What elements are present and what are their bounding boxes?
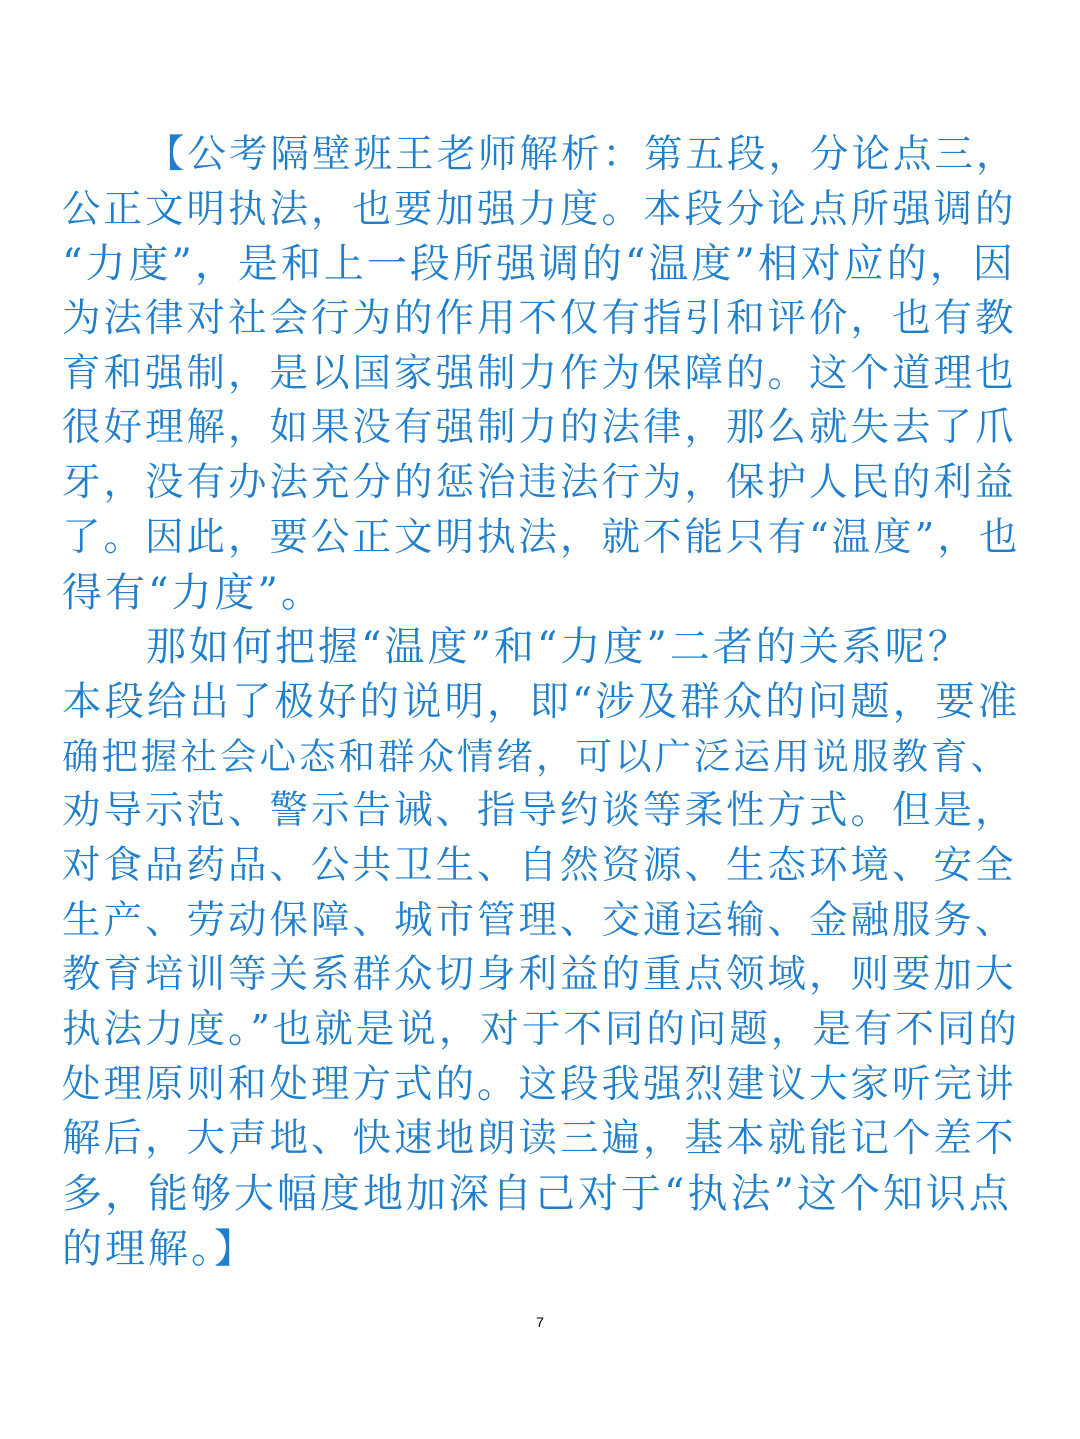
text-line: 得有“力度”。	[62, 569, 324, 616]
text-line: 解后，大声地、快速地朗读三遍，基本就能记个差不	[62, 1116, 1017, 1162]
text-line: 生产、劳动保障、城市管理、交通运输、金融服务、	[62, 897, 1017, 943]
analysis-text	[62, 128, 1020, 1276]
text-line: 确把握社会心态和群众情绪，可以广泛运用说服教育、	[62, 734, 1010, 778]
text-line: 【公考隔壁班王老师解析：第五段，分论点三，	[146, 132, 1018, 177]
text-line: 牙，没有办法充分的惩治违法行为，保护人民的利益	[62, 460, 1017, 506]
text-line: 对食品药品、公共卫生、自然资源、生态环境、安全	[62, 842, 1017, 888]
text-line: 本段给出了极好的说明，即“涉及群众的问题，要准	[62, 678, 1021, 725]
text-line: 执法力度。”也就是说，对于不同的问题，是有不同的	[62, 1007, 1020, 1052]
text-line: 为法律对社会行为的作用不仅有指引和评价，也有教	[62, 296, 1017, 342]
page-number: 7	[536, 1314, 544, 1330]
text-line: 很好理解，如果没有强制力的法律，那么就失去了爪	[62, 405, 1017, 451]
text-line: 教育培训等关系群众切身利益的重点领域，则要加大	[62, 952, 1017, 998]
text-line: 那如何把握“温度”和“力度”二者的关系呢？	[146, 624, 971, 671]
text-line: 公正文明执法，也要加强力度。本段分论点所强调的	[62, 186, 1017, 232]
text-line: 了。因此，要公正文明执法，就不能只有“温度”，也	[62, 514, 1021, 560]
text-line: 处理原则和处理方式的。这段我强烈建议大家听完讲	[62, 1061, 1017, 1107]
text-line: 的理解。】	[62, 1225, 257, 1272]
text-line: “力度”，是和上一段所强调的“温度”相对应的，因	[62, 241, 1016, 288]
text-line: 育和强制，是以国家强制力作为保障的。这个道理也	[62, 350, 1017, 396]
text-line: 多，能够大幅度地加深自己对于“执法”这个知识点	[62, 1171, 1012, 1218]
text-line: 劝导示范、警示告诫、指导约谈等柔性方式。但是，	[62, 788, 1017, 834]
